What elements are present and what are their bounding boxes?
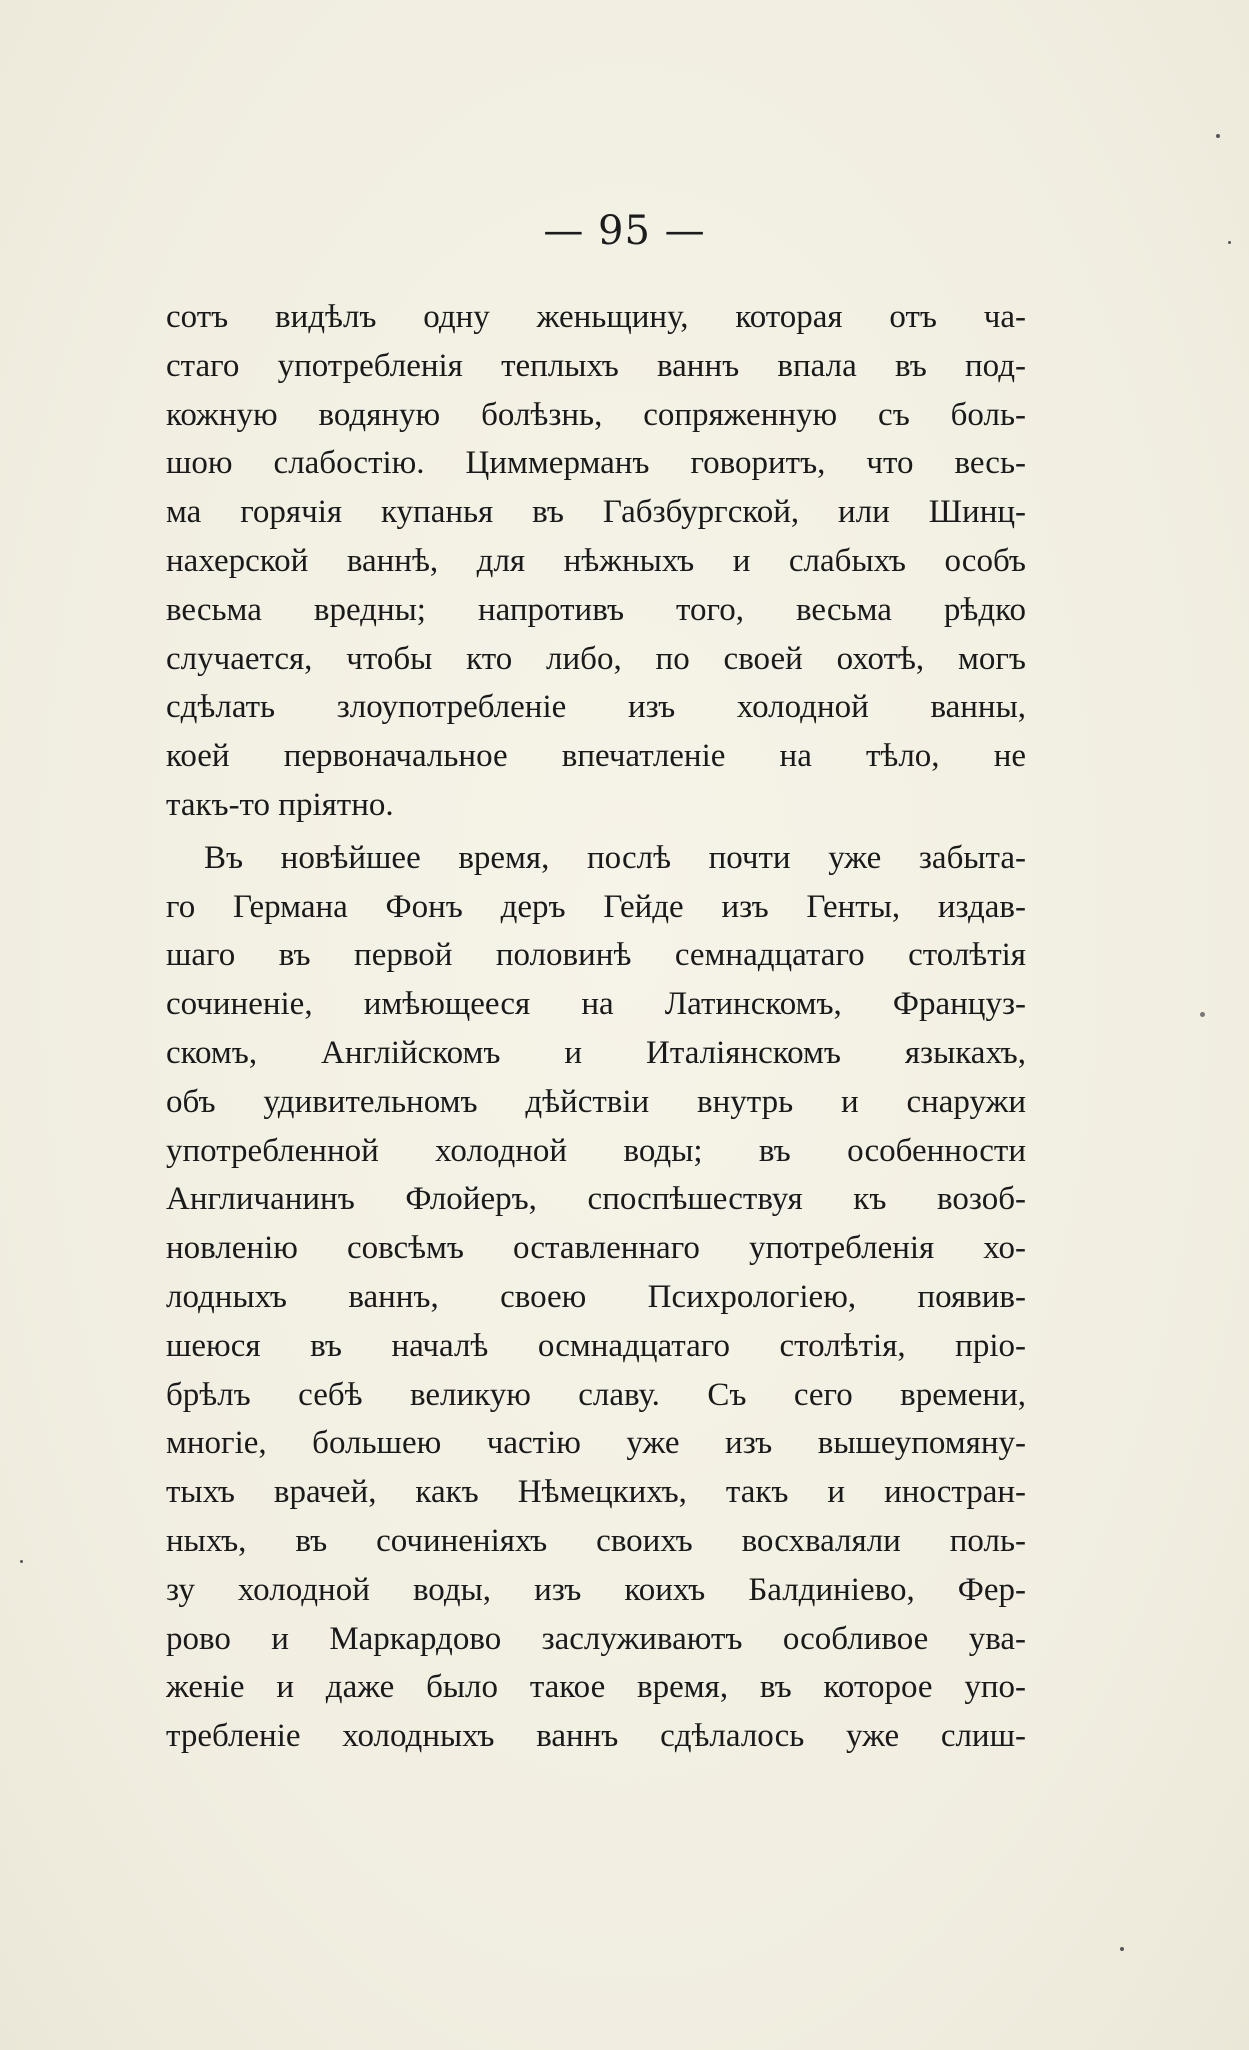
- paper-speck: [1216, 134, 1220, 138]
- text-line: брѣлъ себѣ великую славу. Съ сего времени,: [166, 1376, 1026, 1413]
- text-line: сотъ видѣлъ одну женьщину, которая отъ ча-: [166, 299, 1026, 335]
- text-line: сочиненіе, имѣющееся на Латинскомъ, Француз-: [166, 986, 1026, 1023]
- text-line: ныхъ, въ сочиненіяхъ своихъ восхваляли поль-: [166, 1522, 1026, 1559]
- text-line: случается, чтобы кто либо, по своей охотѣ, могъ: [166, 640, 1026, 677]
- text-line: шаго въ первой половинѣ семнадцатаго столѣтія: [166, 937, 1026, 974]
- text-line: женіе и даже было такое время, въ которое упо-: [166, 1669, 1026, 1706]
- page-number: — 95 —: [543, 208, 706, 254]
- text-line: тыхъ врачей, какъ Нѣмецкихъ, такъ и иностран-: [166, 1474, 1026, 1511]
- text-line: требленіе холодныхъ ваннъ сдѣлалось уже слиш-: [166, 1718, 1026, 1755]
- paper-speck: [20, 1560, 23, 1563]
- paper-speck: [1200, 1012, 1205, 1017]
- text-line: го Германа Фонъ деръ Гейде изъ Генты, издав-: [166, 888, 1026, 925]
- text-line: лодныхъ ваннъ, своею Психрологіею, появив-: [166, 1278, 1026, 1315]
- text-line: нахерской ваннѣ, для нѣжныхъ и слабыхъ особъ: [166, 542, 1026, 579]
- text-line: шеюся въ началѣ осмнадцатаго столѣтія, пріо-: [166, 1327, 1026, 1364]
- text-line: новленію совсѣмъ оставленнаго употребленія хо-: [166, 1230, 1026, 1267]
- body-text: [166, 293, 1026, 1761]
- text-line: весьма вредны; напротивъ того, весьма рѣдко: [166, 591, 1026, 628]
- text-line: Въ новѣйшее время, послѣ почти уже забыта-: [204, 839, 1026, 876]
- text-line: Англичанинъ Флойеръ, споспѣшествуя къ возоб-: [166, 1181, 1026, 1218]
- text-line: объ удивительномъ дѣйствіи внутрь и снаружи: [166, 1083, 1026, 1120]
- paragraph: [166, 293, 1026, 830]
- text-line: многіе, большею частію уже изъ вышеупомяну-: [166, 1425, 1026, 1462]
- paragraph: [166, 834, 1026, 1761]
- paper-speck: [1120, 1947, 1124, 1951]
- text-line: рово и Маркардово заслуживаютъ особливое ува-: [166, 1620, 1026, 1657]
- paper-speck: [1228, 241, 1231, 244]
- text-line: скомъ, Англійскомъ и Италіянскомъ языкахъ,: [166, 1034, 1026, 1071]
- text-line: зу холодной воды, изъ коихъ Балдиніево, Фер-: [166, 1571, 1026, 1608]
- text-line: ма горячія купанья въ Габзбургской, или Шинц-: [166, 494, 1026, 531]
- text-line: шою слабостію. Циммерманъ говоритъ, что весь-: [166, 445, 1026, 482]
- text-line: такъ-то пріятно.: [166, 786, 394, 823]
- text-line: кожную водяную болѣзнь, сопряженную съ боль-: [166, 396, 1026, 433]
- text-line: коей первоначальное впечатленіе на тѣло, не: [166, 738, 1026, 775]
- text-line: употребленной холодной воды; въ особенности: [166, 1132, 1026, 1169]
- text-line: стаго употребленія теплыхъ ваннъ впала въ под-: [166, 347, 1026, 384]
- text-line: сдѣлать злоупотребленіе изъ холодной ванны,: [166, 689, 1026, 726]
